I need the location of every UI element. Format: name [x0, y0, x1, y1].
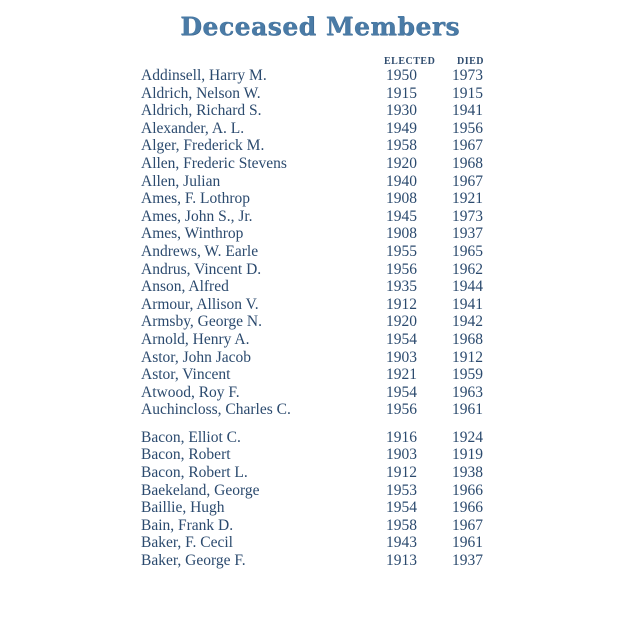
elected-year: 1943 [386, 534, 417, 552]
member-row [141, 278, 501, 296]
elected-year: 1916 [386, 428, 417, 446]
member-row [141, 366, 501, 384]
member-name: Arnold, Henry A. [141, 330, 250, 348]
died-year: 1937 [452, 225, 483, 243]
member-row [141, 85, 501, 103]
died-year: 1944 [452, 278, 483, 296]
elected-year: 1921 [386, 366, 417, 384]
elected-year: 1954 [386, 330, 417, 348]
elected-year: 1903 [386, 446, 417, 464]
died-year: 1968 [452, 330, 483, 348]
member-name: Baillie, Hugh [141, 499, 225, 517]
died-year: 1973 [452, 207, 483, 225]
member-name: Bacon, Robert [141, 446, 231, 464]
elected-year: 1912 [386, 464, 417, 482]
elected-year: 1956 [386, 401, 417, 419]
page-title: Deceased Members [180, 12, 460, 41]
died-year: 1912 [452, 348, 483, 366]
died-year: 1961 [452, 401, 483, 419]
elected-year: 1912 [386, 295, 417, 313]
elected-year: 1940 [386, 172, 417, 190]
member-name: Alger, Frederick M. [141, 137, 265, 155]
died-year: 1919 [452, 446, 483, 464]
elected-year: 1953 [386, 481, 417, 499]
member-row [141, 173, 501, 191]
member-row [141, 401, 501, 419]
member-name: Allen, Frederic Stevens [141, 154, 287, 172]
died-year: 1941 [452, 102, 483, 120]
died-year: 1921 [452, 190, 483, 208]
died-year: 1961 [452, 534, 483, 552]
died-year: 1966 [452, 499, 483, 517]
member-row [141, 137, 501, 155]
elected-year: 1930 [386, 102, 417, 120]
member-row [141, 102, 501, 120]
member-name: Alexander, A. L. [141, 119, 245, 137]
died-year: 1967 [452, 137, 483, 155]
member-row [141, 155, 501, 173]
died-year: 1967 [452, 172, 483, 190]
member-row [141, 349, 501, 367]
died-year: 1956 [452, 119, 483, 137]
column-header-died: DIED [457, 56, 485, 67]
member-name: Aldrich, Nelson W. [141, 84, 261, 102]
died-year: 1938 [452, 464, 483, 482]
member-name: Armsby, George N. [141, 313, 262, 331]
member-name: Auchincloss, Charles C. [141, 401, 291, 419]
member-row [141, 499, 501, 517]
member-row [141, 534, 501, 552]
member-name: Ames, F. Lothrop [141, 190, 250, 208]
member-row [141, 243, 501, 261]
elected-year: 1945 [386, 207, 417, 225]
member-row [141, 429, 501, 447]
member-name: Andrews, W. Earle [141, 242, 259, 260]
elected-year: 1920 [386, 313, 417, 331]
elected-year: 1949 [386, 119, 417, 137]
member-row [141, 331, 501, 349]
member-name: Armour, Allison V. [141, 295, 259, 313]
member-row [141, 225, 501, 243]
member-name: Ames, Winthrop [141, 225, 244, 243]
died-year: 1924 [452, 428, 483, 446]
member-row [141, 446, 501, 464]
elected-year: 1950 [386, 67, 417, 84]
member-name: Anson, Alfred [141, 278, 229, 296]
member-row [141, 67, 501, 85]
member-name: Allen, Julian [141, 172, 221, 190]
member-name: Bain, Frank D. [141, 516, 234, 534]
member-row [141, 517, 501, 535]
member-name: Addinsell, Harry M. [141, 67, 267, 84]
died-year: 1965 [452, 242, 483, 260]
member-row [141, 482, 501, 500]
elected-year: 1915 [386, 84, 417, 102]
member-name: Andrus, Vincent D. [141, 260, 262, 278]
elected-year: 1903 [386, 348, 417, 366]
member-name: Baekeland, George [141, 481, 260, 499]
elected-year: 1935 [386, 278, 417, 296]
elected-year: 1908 [386, 225, 417, 243]
elected-year: 1954 [386, 499, 417, 517]
member-name: Astor, Vincent [141, 366, 231, 384]
member-name: Bacon, Robert L. [141, 464, 248, 482]
member-name: Baker, George F. [141, 552, 246, 570]
member-row [141, 190, 501, 208]
member-name: Aldrich, Richard S. [141, 102, 262, 120]
elected-year: 1958 [386, 137, 417, 155]
died-year: 1963 [452, 383, 483, 401]
column-header-elected: ELECTED [384, 56, 436, 67]
died-year: 1942 [452, 313, 483, 331]
elected-year: 1920 [386, 154, 417, 172]
died-year: 1915 [452, 84, 483, 102]
member-name: Bacon, Elliot C. [141, 428, 241, 446]
member-name: Ames, John S., Jr. [141, 207, 253, 225]
member-name: Baker, F. Cecil [141, 534, 233, 552]
died-year: 1959 [452, 366, 483, 384]
member-row [141, 552, 501, 570]
died-year: 1968 [452, 154, 483, 172]
elected-year: 1908 [386, 190, 417, 208]
died-year: 1937 [452, 552, 483, 570]
died-year: 1967 [452, 516, 483, 534]
member-name: Astor, John Jacob [141, 348, 252, 366]
died-year: 1962 [452, 260, 483, 278]
member-row [141, 384, 501, 402]
member-row [141, 464, 501, 482]
died-year: 1941 [452, 295, 483, 313]
elected-year: 1954 [386, 383, 417, 401]
member-row [141, 208, 501, 226]
members-list [141, 67, 501, 570]
elected-year: 1955 [386, 242, 417, 260]
elected-year: 1958 [386, 516, 417, 534]
died-year: 1966 [452, 481, 483, 499]
group-separator [141, 419, 501, 429]
member-row [141, 296, 501, 314]
member-name: Atwood, Roy F. [141, 383, 240, 401]
member-row [141, 261, 501, 279]
elected-year: 1956 [386, 260, 417, 278]
member-row [141, 313, 501, 331]
died-year: 1973 [452, 67, 483, 84]
elected-year: 1913 [386, 552, 417, 570]
member-row [141, 120, 501, 138]
